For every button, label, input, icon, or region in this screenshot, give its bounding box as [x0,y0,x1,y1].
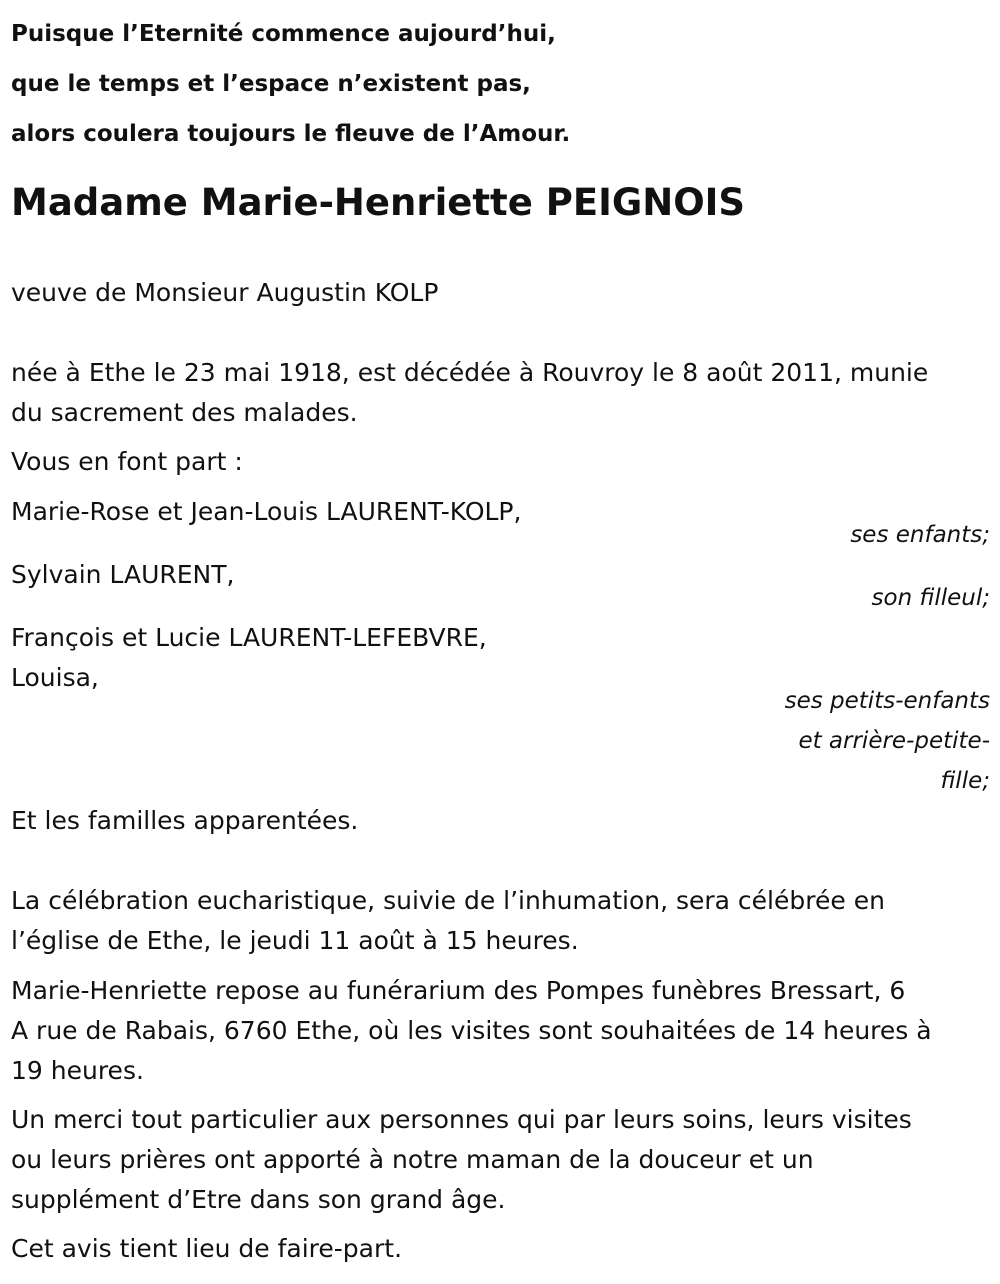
deceased-name: Madame Marie-Henriette PEIGNOIS [11,181,746,224]
family-relation: et arrière-petite- [798,728,990,754]
ceremony-line: l’église de Ethe, le jeudi 11 août à 15 heures. [11,926,579,955]
family-relation: son filleul; [871,585,990,611]
thanks-line: Un merci tout particulier aux personnes qui par leurs soins, leurs visites [11,1105,912,1134]
opening-poem [11,9,570,159]
poem-line: que le temps et l’espace n’existent pas, [11,71,531,97]
poem-line: alors coulera toujours le fleuve de l’Amour. [11,121,571,147]
poem-line: Puisque l’Eternité commence aujourd’hui, [11,21,556,47]
family-names: François et Lucie LAURENT-LEFEBVRE, [11,623,487,652]
widow-of-line: veuve de Monsieur Augustin KOLP [11,278,439,307]
visitation-line: 19 heures. [11,1056,144,1085]
thanks-line: supplément d’Etre dans son grand âge. [11,1185,506,1214]
family-names: Sylvain LAURENT, [11,560,235,589]
announcement-line: Vous en font part : [11,447,243,476]
family-relation: ses enfants; [850,522,990,548]
families-line: Et les familles apparentées. [11,806,359,835]
family-relation: ses petits-enfants [784,688,990,714]
closing-line: Cet avis tient lieu de faire-part. [11,1234,403,1263]
thanks-line: ou leurs prières ont apporté à notre maman de la douceur et un [11,1145,814,1174]
family-relation: fille; [940,768,990,794]
family-names: Louisa, [11,663,99,692]
family-names: Marie-Rose et Jean-Louis LAURENT-KOLP, [11,497,522,526]
ceremony-line: La célébration eucharistique, suivie de l’inhumation, sera célébrée en [11,886,885,915]
visitation-line: Marie-Henriette repose au funérarium des Pompes funèbres Bressart, 6 [11,976,906,1005]
visitation-line: A rue de Rabais, 6760 Ethe, où les visites sont souhaitées de 14 heures à [11,1016,932,1045]
birth-death-line: du sacrement des malades. [11,398,358,427]
birth-death-line: née à Ethe le 23 mai 1918, est décédée à Rouvroy le 8 août 2011, munie [11,358,929,387]
